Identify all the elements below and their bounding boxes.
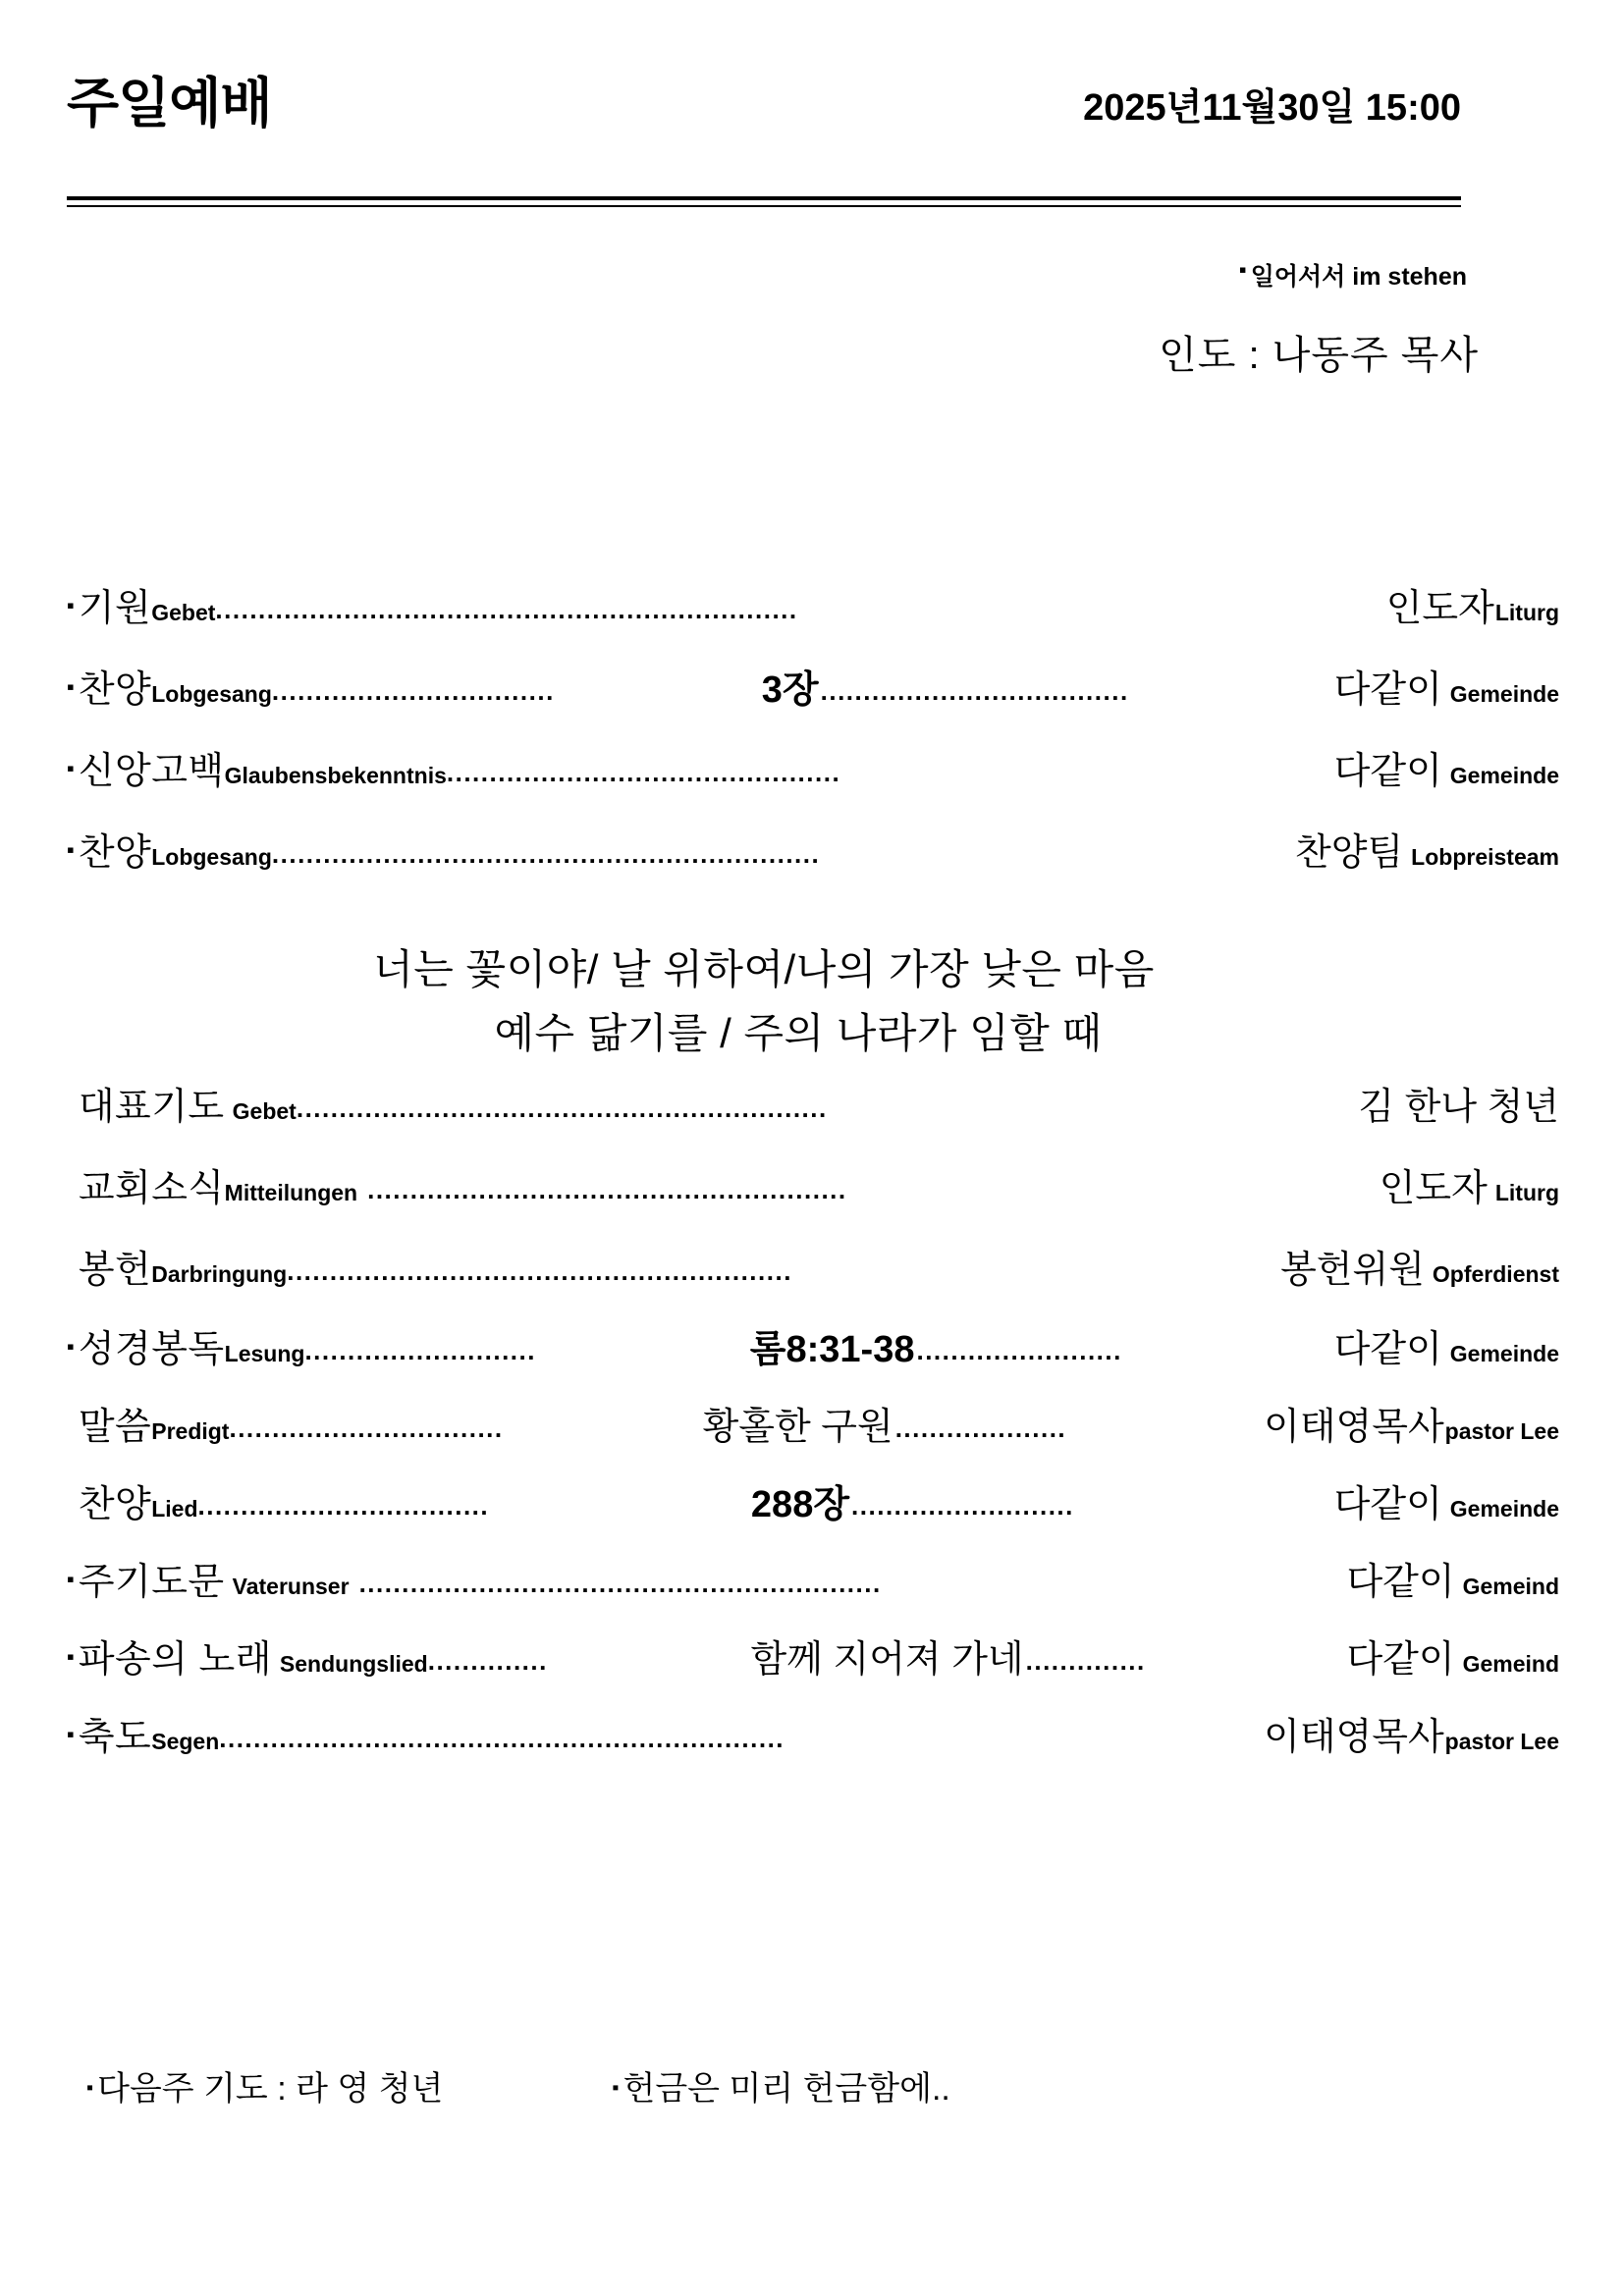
service-datetime: 2025년11월30일 15:00: [1083, 87, 1461, 129]
offering-note-text: 헌금은 미리 헌금함에..: [623, 2070, 950, 2108]
bullet-icon: ▪: [86, 2077, 94, 2099]
program-item-ko: 신앙고백: [78, 751, 225, 792]
program-item-who-de: Liturg: [1494, 600, 1559, 625]
program-item-who: 김 한나 청년: [1358, 1087, 1559, 1128]
leader-dots: ........................................................: [367, 1177, 847, 1202]
program-item-detail: 3장: [761, 669, 819, 711]
program-row: [67, 1076, 1559, 1130]
program-item-de: Mitteilungen: [224, 1180, 358, 1205]
bullet-icon: ▪: [67, 1334, 75, 1359]
standing-note-de: im stehen: [1352, 263, 1467, 291]
program-item-who: 다같이: [1333, 669, 1442, 711]
program-item-ko: 파송의 노래: [78, 1639, 272, 1681]
leader-dots: ..........................: [851, 1493, 1074, 1519]
program-item-de: Glaubensbekenntnis: [224, 763, 447, 788]
standing-note-ko: 일어서서: [1250, 263, 1346, 291]
program-item-who-de: Gemeind: [1462, 1651, 1559, 1677]
program-row: [67, 577, 1559, 631]
program-row: [67, 1629, 1559, 1682]
program-item-de: Lied: [151, 1496, 198, 1522]
program-row: [67, 740, 1559, 794]
leader-dots: ..............................................................: [296, 1095, 828, 1121]
program-item-ko: 대표기도: [78, 1087, 225, 1128]
bullet-icon: ▪: [67, 1644, 75, 1669]
program-item-who: 다같이: [1333, 751, 1442, 792]
program-item-who: 다같이: [1346, 1639, 1455, 1681]
program-item-de: Predigt: [151, 1418, 230, 1444]
program-item-ko: 성경봉독: [78, 1329, 225, 1370]
program-item-de: Vaterunser: [232, 1574, 350, 1599]
program-row: [67, 1318, 1559, 1372]
program-item-who: 찬양팀: [1295, 832, 1404, 874]
bullet-icon: ▪: [612, 2077, 620, 2099]
program-item-ko: 축도: [78, 1717, 152, 1758]
program-item-de: Lobgesang: [151, 681, 272, 707]
program-item-who-de: Liturg: [1494, 1180, 1559, 1205]
program-item-who-de: pastor Lee: [1444, 1418, 1559, 1444]
offering-note: [612, 2061, 949, 2109]
leader-dots: ....................: [894, 1415, 1067, 1441]
bullet-icon: ▪: [67, 593, 75, 617]
leader-dots: ..............: [427, 1648, 548, 1674]
program-row: [67, 1396, 1559, 1450]
program-item-who: 이태영목사: [1264, 1407, 1444, 1448]
program-item-who-de: pastor Lee: [1444, 1729, 1559, 1754]
program-item-ko: 찬양: [78, 669, 152, 711]
program-item-ko: 주기도문: [78, 1562, 225, 1603]
footer-notes: [86, 2061, 1481, 2109]
standing-note: [1239, 257, 1467, 293]
leader-dots: ................................................................: [271, 841, 821, 867]
program-item-ko: 기원: [78, 588, 152, 629]
program-row: [67, 1473, 1559, 1527]
program-row: [67, 1706, 1559, 1760]
program-item-detail: 롬8:31-38: [749, 1329, 915, 1370]
page-header: [67, 73, 1461, 133]
program-item-ko: 찬양: [78, 1484, 152, 1525]
bullet-icon: ▪: [67, 756, 75, 780]
program-item-who-de: Gemeind: [1462, 1574, 1559, 1599]
song-line-2: 예수 닮기를 / 주의 나라가 임할 때: [494, 1010, 1103, 1057]
program-item-detail: 함께 지어져 가네: [750, 1639, 1024, 1681]
program-item-de: Lobgesang: [151, 844, 272, 870]
program-item-who: 이태영목사: [1264, 1717, 1444, 1758]
next-week-prayer-note: [86, 2061, 443, 2109]
program-row: [67, 659, 1559, 713]
service-leader: 인도 : 나동주 목사: [1159, 334, 1479, 377]
next-week-prayer-text: 다음주 기도 : 라 영 청년: [97, 2070, 444, 2108]
program-list: [67, 577, 1559, 1760]
leader-dots: ....................................................................: [215, 597, 798, 622]
song-line-1: 너는 꽃이야/ 날 위하여/나의 가장 낮은 마음: [373, 946, 1155, 992]
leader-dots: ..............................................: [446, 760, 841, 785]
program-item-de: Gebet: [232, 1098, 297, 1124]
bullet-icon: ▪: [1238, 257, 1247, 282]
program-item-who-de: Gemeinde: [1449, 763, 1559, 788]
song-titles: [67, 937, 1461, 1065]
program-item-ko: 봉헌: [78, 1250, 152, 1291]
bullet-icon: ▪: [67, 1567, 75, 1591]
leader-dots: ................................: [229, 1415, 504, 1441]
leader-dots: .............................................................: [358, 1571, 882, 1596]
program-item-de: Segen: [151, 1729, 220, 1754]
program-item-who-de: Gemeinde: [1449, 681, 1559, 707]
program-item-who: 다같이: [1333, 1484, 1442, 1525]
leader-dots: ....................................: [820, 678, 1129, 704]
program-item-who: 인도자: [1385, 588, 1494, 629]
program-item-de: Sendungslied: [279, 1651, 428, 1677]
program-item-de: Lesung: [224, 1341, 305, 1366]
program-item-who: 인도자: [1379, 1168, 1488, 1209]
page-title: 주일예배: [67, 73, 272, 133]
program-item-who: 다같이: [1346, 1562, 1455, 1603]
program-item-ko: 교회소식: [78, 1168, 225, 1209]
program-row: [67, 1239, 1559, 1293]
leader-dots: ...........................: [304, 1338, 536, 1363]
leader-dots: ..................................................................: [219, 1726, 785, 1751]
program-item-ko: 말씀: [78, 1407, 152, 1448]
program-item-who-de: Opferdienst: [1432, 1261, 1559, 1287]
leader-dots: ..............: [1025, 1648, 1146, 1674]
program-item-ko: 찬양: [78, 832, 152, 874]
program-item-who: 봉헌위원: [1280, 1250, 1425, 1291]
program-item-who-de: Gemeinde: [1449, 1341, 1559, 1366]
program-item-who-de: Gemeinde: [1449, 1496, 1559, 1522]
program-row: [67, 1157, 1559, 1211]
bullet-icon: ▪: [67, 1722, 75, 1746]
bullet-icon: ▪: [67, 674, 75, 699]
leader-dots: ..................................: [197, 1493, 490, 1519]
program-item-detail: 288장: [750, 1484, 850, 1525]
leader-dots: ...........................................................: [287, 1258, 792, 1284]
program-item-de: Gebet: [151, 600, 216, 625]
leader-dots: .................................: [271, 678, 555, 704]
program-row: [67, 1551, 1559, 1605]
program-item-who: 다같이: [1333, 1329, 1442, 1370]
program-item-who-de: Lobpreisteam: [1411, 844, 1559, 870]
bullet-icon: ▪: [67, 837, 75, 862]
header-divider: [67, 196, 1461, 207]
program-item-de: Darbringung: [151, 1261, 288, 1287]
program-row: [67, 822, 1559, 876]
program-item-detail: 황홀한 구원: [702, 1407, 893, 1448]
leader-dots: ........................: [916, 1338, 1122, 1363]
